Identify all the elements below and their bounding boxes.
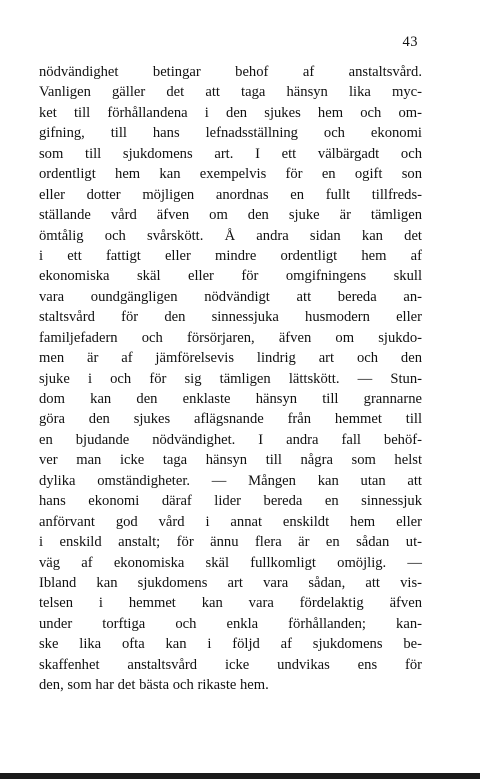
text-line: telsen i hemmet kan vara fördelaktig äfven — [39, 595, 422, 612]
text-line: som till sjukdomens art. I ett välbärgadt och — [39, 145, 422, 162]
text-line: familjefadern och försörjaren, äfven om sjukdo- — [39, 329, 422, 346]
text-line: nödvändighet betingar behof af anstaltsvård. — [39, 64, 422, 80]
text-line: staltsvård för den sinnessjuka husmodern eller — [39, 309, 422, 326]
text-line: den, som har det bästa och rikaste hem. — [39, 677, 269, 694]
page-bottom-edge — [0, 773, 480, 779]
text-line: dylika omständigheter. — Mången kan utan att — [39, 472, 422, 489]
text-line: Ibland kan sjukdomens art vara sådan, att vis- — [39, 574, 422, 591]
text-line: göra den sjukes aflägsnande från hemmet till — [39, 411, 422, 428]
text-line: under torftiga och enkla förhållanden; kan- — [39, 615, 422, 632]
text-line: ver man icke taga hänsyn till några som helst — [39, 452, 422, 469]
text-line: vara oundgängligen nödvändigt att bereda an- — [39, 288, 422, 305]
text-line: Vanligen gäller det att taga hänsyn lika myc- — [39, 84, 422, 101]
text-line: hans ekonomi däraf lider bereda en sinnessjuk — [39, 493, 422, 510]
text-line: ordentligt hem kan exempelvis för en ogift son — [39, 166, 422, 183]
text-line: i enskild anstalt; för ännu flera är en sådan ut- — [39, 534, 422, 551]
text-line: ekonomiska skäl eller för omgifningens skull — [39, 268, 422, 285]
text-line: väg af ekonomiska skäl fullkomligt omöjlig. — — [39, 554, 422, 571]
text-line: eller dotter möjligen anordnas en fullt tillfreds- — [39, 186, 422, 203]
text-line: ömtålig och svårskött. Å andra sidan kan det — [39, 227, 422, 244]
body-text — [39, 62, 422, 696]
text-line: ket till förhållandena i den sjukes hem och om- — [39, 104, 422, 121]
text-line: en bjudande nödvändighet. I andra fall behöf- — [39, 431, 422, 448]
text-line: sjuke i och för sig tämligen lättskött. — Stun- — [39, 370, 422, 387]
text-line: anförvant god vård i annat enskildt hem eller — [39, 513, 422, 530]
text-line: dom kan den enklaste hänsyn till grannarne — [39, 391, 422, 407]
text-line: men är af jämförelsevis lindrig art och den — [39, 350, 422, 367]
text-line: i ett fattigt eller mindre ordentligt hem af — [39, 247, 422, 264]
text-line: ske lika ofta kan i följd af sjukdomens be- — [39, 636, 422, 653]
text-line: skaffenhet anstaltsvård icke undvikas ens för — [39, 656, 422, 673]
page-number: 43 — [402, 34, 418, 50]
text-line: ställande vård äfven om den sjuke är tämligen — [39, 207, 422, 224]
text-line: gifning, till hans lefnadsställning och ekonomi — [39, 125, 422, 142]
